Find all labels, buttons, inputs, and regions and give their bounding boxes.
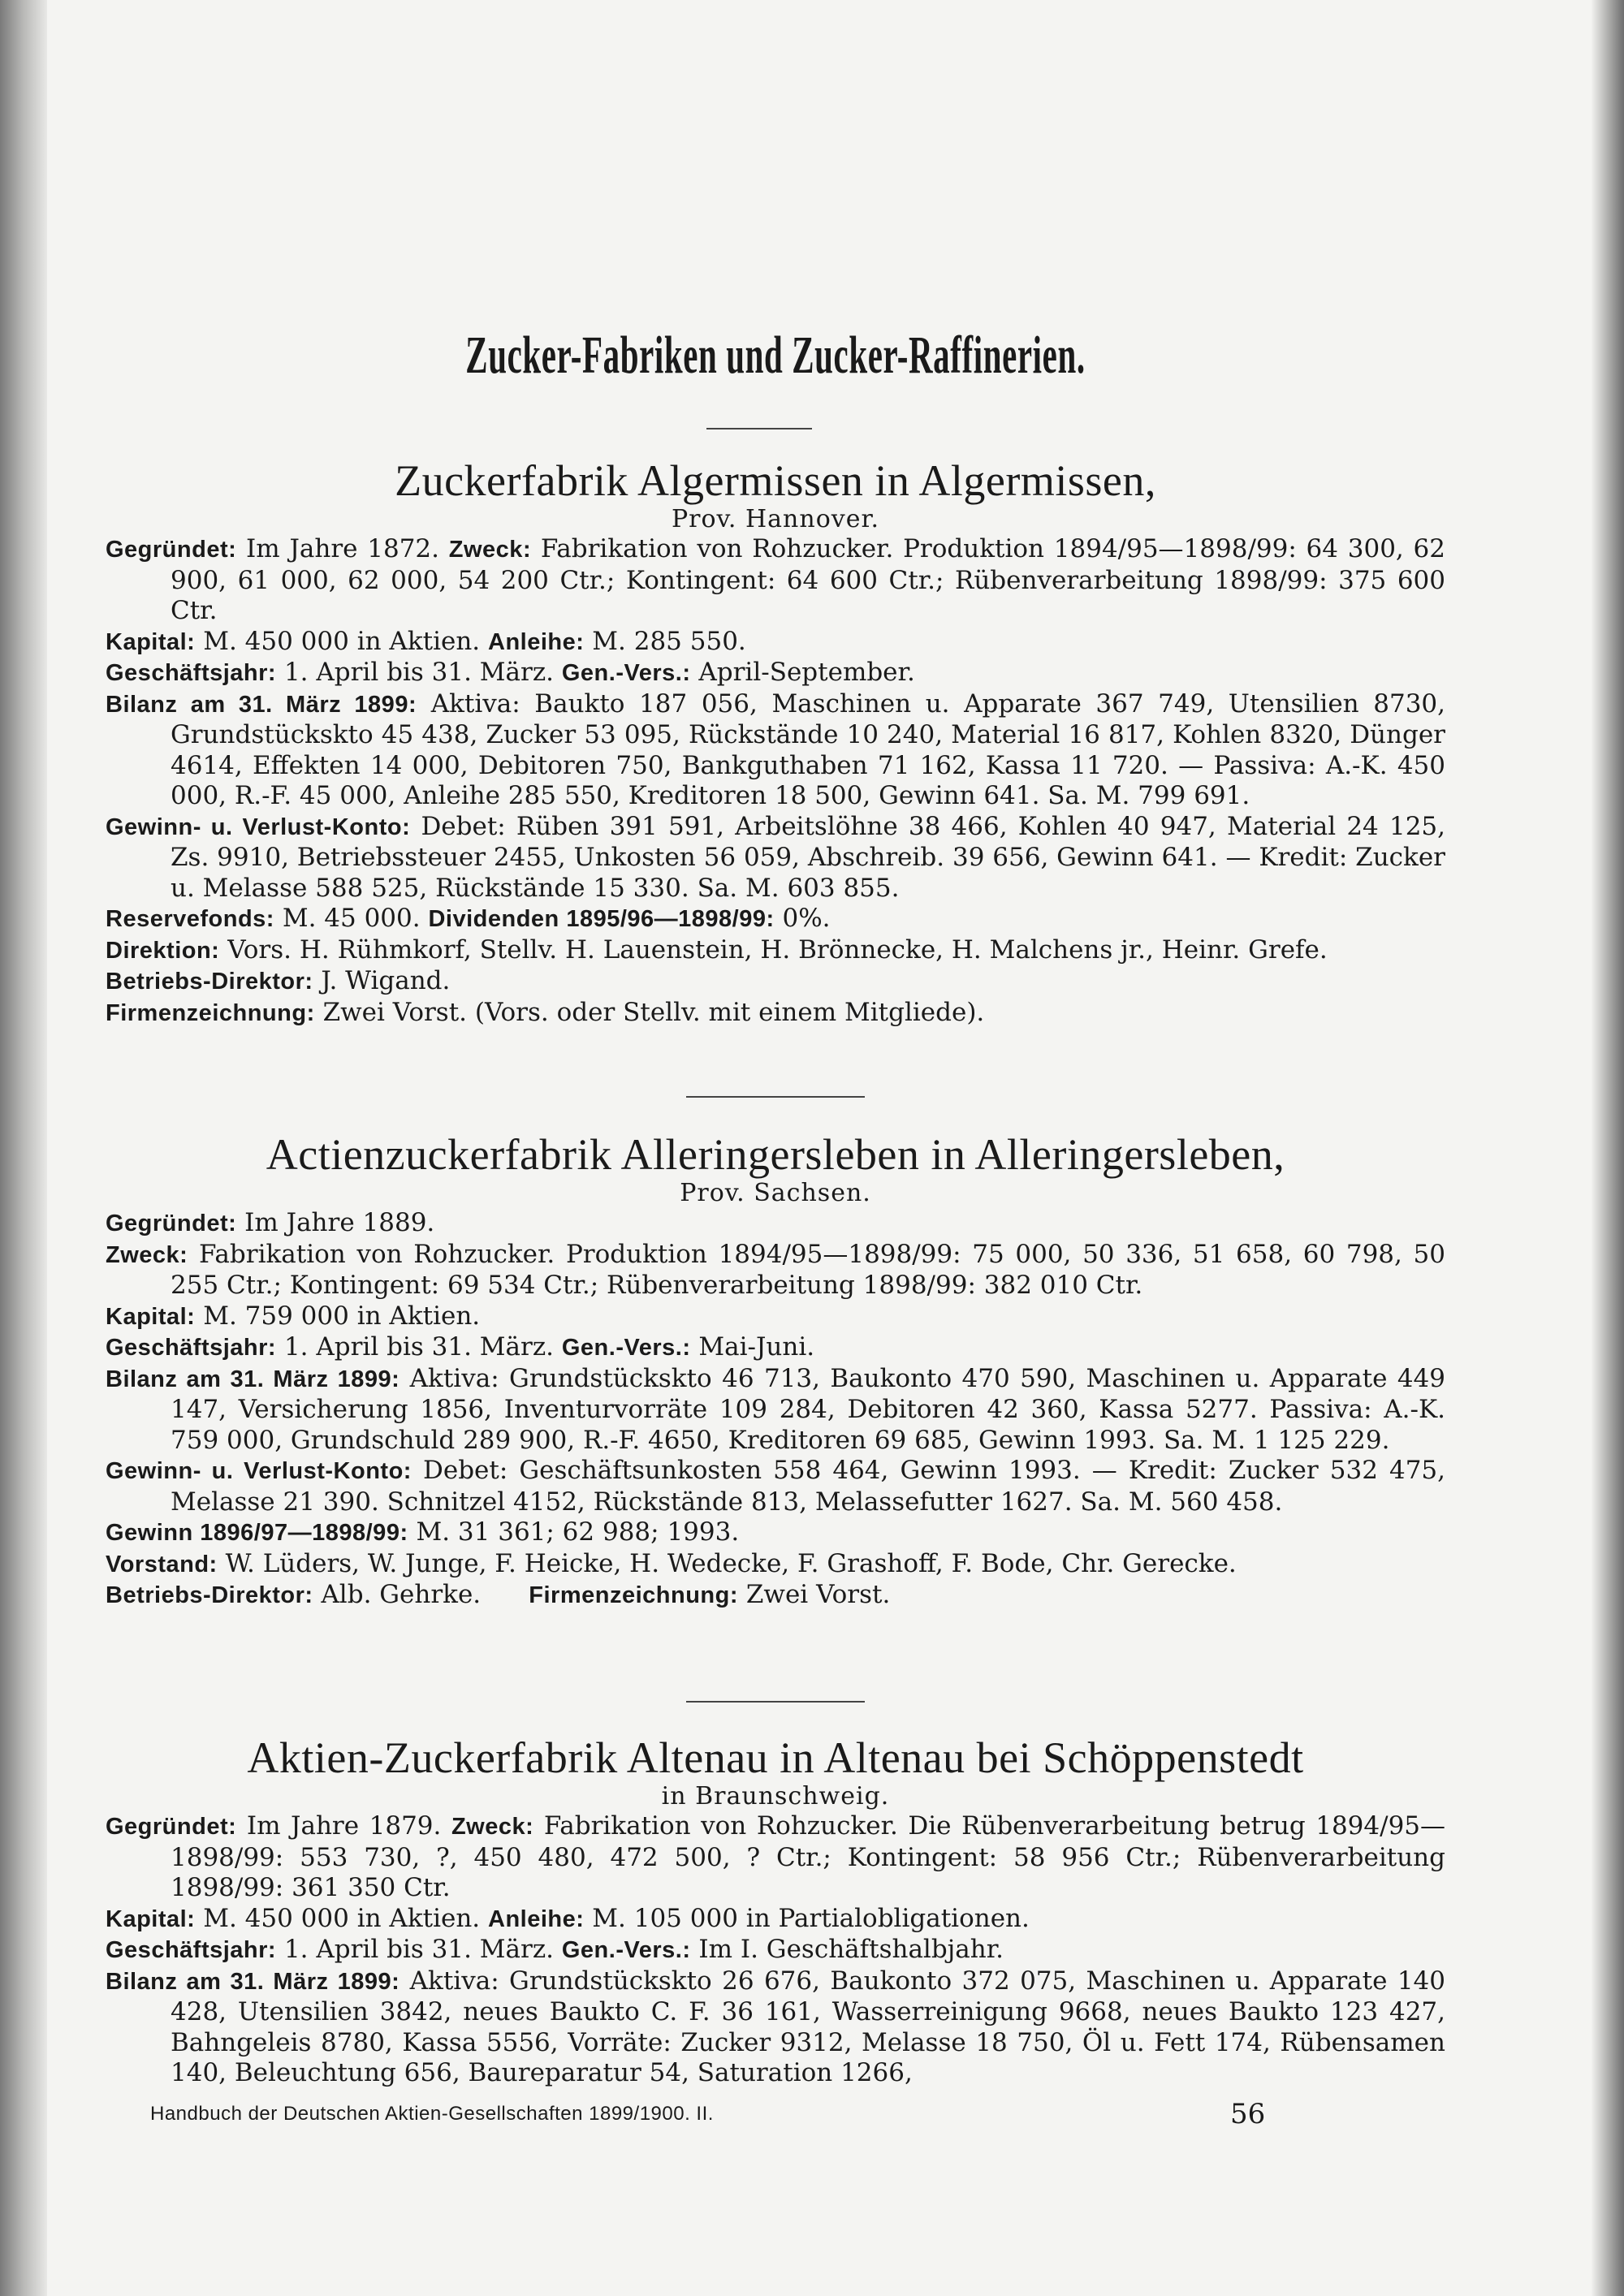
entry-key: Reservefonds: — [106, 906, 274, 932]
entry-betriebs-direktor — [106, 966, 1445, 998]
entry-gegruendet — [106, 1811, 1445, 1904]
entry-text: Debet: Rüben 391 591, Arbeitslöhne 38 466, Kohlen 40 947, Material 24 125, Zs. 9910, Betriebssteuer 2455, Unkosten 56 059, Abschreib. 39 656, Gewinn 641. — Kredit: Zucker u. Melasse 588 525, Rückstände 15 330. Sa. M. 603 855. — [171, 811, 1445, 903]
entry-key: Firmenzeichnung: — [106, 999, 315, 1026]
entry-text: M. 285 550. — [592, 626, 746, 656]
scan-edge-right — [1592, 0, 1624, 2296]
entry-key: Bilanz am 31. März 1899: — [106, 1366, 400, 1392]
company-entry-alleringersleben — [106, 1130, 1445, 1612]
entry-text: 0%. — [782, 904, 831, 933]
entry-text: 1. April bis 31. März. — [283, 1935, 555, 1964]
entry-text: Aktiva: Baukto 187 056, Maschinen u. Apparate 367 749, Utensilien 8730, Grundstückskto 45 438, Zucker 53 095, Rückstände 10 240, Material 16 817, Kohlen 8320, Dünger 4614, Effekten 14 000, Debitoren 750, Bankguthaben 71 162, Kassa 11 720. — Passiva: A.-K. 450 000, R.-F. 45 000, Anleihe 285 550, Kreditoren 18 500, Gewinn 641. Sa. M. 799 691. — [171, 688, 1445, 810]
entry-text: Im Jahre 1872. — [246, 534, 440, 563]
entry-key: Geschäftsjahr: — [106, 1335, 277, 1361]
entry-reservefonds — [106, 904, 1445, 935]
entry-key: Kapital: — [106, 1303, 196, 1330]
company-name-suffix: bei Schöppenstedt — [976, 1733, 1304, 1782]
entry-text: M. 450 000 in Aktien. — [203, 626, 481, 656]
entry-text: Im I. Geschäftshalbjahr. — [698, 1935, 1004, 1964]
company-province: Prov. Sachsen. — [680, 1179, 871, 1207]
entry-key: Bilanz am 31. März 1899: — [106, 691, 417, 718]
entry-gegruendet — [106, 1208, 1445, 1240]
entry-key: Geschäftsjahr: — [106, 1937, 277, 1963]
entry-text: Fabrikation von Rohzucker. Die Rübenverarbeitung betrug 1894/95—1898/99: 553 730, ?, 450 480, 472 500, ? Ctr.; Kontingent: 58 956 Ctr.; Rübenverarbeitung 1898/99: 361 350 Ctr. — [171, 1811, 1446, 1902]
entry-text: Zwei Vorst. — [745, 1580, 891, 1609]
company-name-main: Aktien-Zuckerfabrik Altenau in Altenau — [247, 1733, 965, 1782]
company-province: in Braunschweig. — [661, 1782, 890, 1810]
entry-key: Kapital: — [106, 1905, 196, 1932]
entry-key: Firmenzeichnung: — [529, 1582, 739, 1608]
entry-key: Gegründet: — [106, 1814, 237, 1840]
entry-geschaeftsjahr — [106, 1935, 1445, 1966]
entry-key: Gewinn- u. Verlust-Konto: — [106, 814, 411, 840]
entry-bilanz — [106, 1966, 1445, 2089]
entry-text: Im Jahre 1889. — [244, 1208, 435, 1237]
separator-rule — [686, 1096, 865, 1098]
entry-text: Fabrikation von Rohzucker. Produktion 1894/95—1898/99: 64 300, 62 900, 61 000, 62 000, 54 200 Ctr.; Kontingent: 64 600 Ctr.; Rübenverarbeitung 1898/99: 375 600 Ctr. — [171, 534, 1445, 625]
entry-key: Gewinn- u. Verlust-Konto: — [106, 1458, 412, 1484]
entry-text: Aktiva: Grundstückskto 46 713, Baukonto 470 590, Maschinen u. Apparate 449 147, Versicherung 1856, Inventurvorräte 109 284, Debitoren 42 360, Kassa 5277. Passiva: A.-K. 759 000, Grundschuld 289 900, R.-F. 4650, Kreditoren 69 685, Gewinn 1993. Sa. M. 1 125 229. — [171, 1363, 1445, 1455]
entry-text: April-September. — [698, 658, 915, 687]
entry-kapital — [106, 1301, 1445, 1333]
scan-edge-left — [0, 0, 47, 2296]
entry-text: W. Lüders, W. Junge, F. Heicke, H. Wedecke, F. Grashoff, F. Bode, Chr. Gerecke. — [225, 1548, 1237, 1578]
entry-key: Gen.-Vers.: — [561, 1335, 691, 1361]
entry-key: Gegründet: — [106, 537, 237, 563]
entry-key: Zweck: — [451, 1814, 534, 1840]
entry-key: Anleihe: — [488, 628, 585, 655]
entry-text: M. 450 000 in Aktien. — [203, 1903, 481, 1933]
entry-key: Gegründet: — [106, 1211, 237, 1236]
entry-gewinn-verlust — [106, 1456, 1445, 1517]
entry-bilanz — [106, 1364, 1445, 1457]
entry-geschaeftsjahr — [106, 658, 1445, 689]
page-number: 56 — [1230, 2098, 1266, 2130]
entry-text: 1. April bis 31. März. — [283, 658, 555, 687]
entry-betriebs-direktor — [106, 1580, 1445, 1612]
entry-text: J. Wigand. — [321, 966, 451, 995]
company-name: Zuckerfabrik Algermissen in Algermissen, — [395, 456, 1156, 505]
entry-kapital — [106, 1904, 1445, 1936]
entry-key: Anleihe: — [488, 1905, 585, 1932]
entry-text: Aktiva: Grundstückskto 26 676, Baukonto 372 075, Maschinen u. Apparate 140 428, Utensilien 3842, neues Baukto C. F. 36 161, Wasserreinigung 9668, neues Baukto 123 427, Bahngeleis 8780, Kassa 5556, Vorräte: Zucker 9312, Melasse 18 750, Öl u. Fett 174, Rübensamen 140, Beleuchtung 656, Baureparatur 54, Saturation 1266, — [171, 1966, 1445, 2087]
entry-kapital — [106, 627, 1445, 658]
entry-bilanz — [106, 689, 1445, 812]
title-rule — [706, 428, 812, 429]
entry-gewinn-verlust — [106, 812, 1445, 904]
entry-text: 1. April bis 31. März. — [283, 1332, 555, 1362]
entry-key: Gen.-Vers.: — [561, 1937, 691, 1963]
separator-rule — [686, 1701, 865, 1703]
entry-text: M. 759 000 in Aktien. — [203, 1301, 481, 1331]
entry-text: Alb. Gehrke. — [321, 1580, 482, 1609]
entry-firmenzeichnung — [106, 998, 1445, 1029]
footer-source: Handbuch der Deutschen Aktien-Gesellschaften 1899/1900. II. — [150, 2103, 714, 2125]
entry-key: Betriebs-Direktor: — [106, 1582, 313, 1608]
entry-text: Im Jahre 1879. — [246, 1811, 442, 1841]
entry-gewinn — [106, 1517, 1445, 1549]
company-name: Actienzuckerfabrik Alleringersleben in Alleringersleben, — [266, 1130, 1285, 1179]
entry-direktion — [106, 935, 1445, 967]
company-entry-altenau — [106, 1733, 1445, 2089]
entry-zweck — [106, 1240, 1445, 1301]
section-title: Zucker-Fabriken und Zucker-Raffinerien. — [465, 326, 1086, 385]
entry-key: Zweck: — [448, 537, 532, 563]
entry-vorstand — [106, 1549, 1445, 1581]
entry-text: M. 45 000. — [282, 904, 421, 933]
entry-key: Geschäftsjahr: — [106, 660, 277, 686]
entry-text: M. 105 000 in Partialobligationen. — [592, 1903, 1030, 1933]
entry-key: Direktion: — [106, 937, 220, 964]
company-province: Prov. Hannover. — [671, 505, 880, 533]
company-name — [106, 1733, 1445, 1782]
entry-text: Debet: Geschäftsunkosten 558 464, Gewinn 1993. — Kredit: Zucker 532 475, Melasse 21 390. Schnitzel 4152, Rückstände 813, Melassefutter 1627. Sa. M. 560 458. — [171, 1456, 1445, 1517]
entry-geschaeftsjahr — [106, 1332, 1445, 1364]
company-entry-algermissen — [106, 456, 1445, 1029]
entry-text: Mai-Juni. — [698, 1332, 815, 1362]
entry-key: Bilanz am 31. März 1899: — [106, 1968, 400, 1995]
entry-text: Zwei Vorst. (Vors. oder Stellv. mit einem Mitgliede). — [322, 997, 985, 1027]
entry-key: Kapital: — [106, 628, 196, 655]
entry-gegruendet — [106, 534, 1445, 627]
entry-text: Fabrikation von Rohzucker. Produktion 1894/95—1898/99: 75 000, 50 336, 51 658, 60 798, 50 255 Ctr.; Kontingent: 69 534 Ctr.; Rübenverarbeitung 1898/99: 382 010 Ctr. — [171, 1239, 1445, 1300]
entry-text: Vors. H. Rühmkorf, Stellv. H. Lauenstein, H. Brönnecke, H. Malchens jr., Heinr. Grefe. — [227, 934, 1328, 965]
entry-key: Gen.-Vers.: — [561, 660, 691, 686]
entry-key: Gewinn 1896/97—1898/99: — [106, 1520, 408, 1546]
entry-key: Dividenden 1895/96—1898/99: — [428, 906, 775, 932]
entry-key: Zweck: — [106, 1241, 188, 1268]
entry-key: Vorstand: — [106, 1551, 218, 1577]
entry-text: M. 31 361; 62 988; 1993. — [416, 1517, 740, 1547]
entry-key: Betriebs-Direktor: — [106, 969, 313, 995]
document-page — [106, 0, 1445, 2296]
